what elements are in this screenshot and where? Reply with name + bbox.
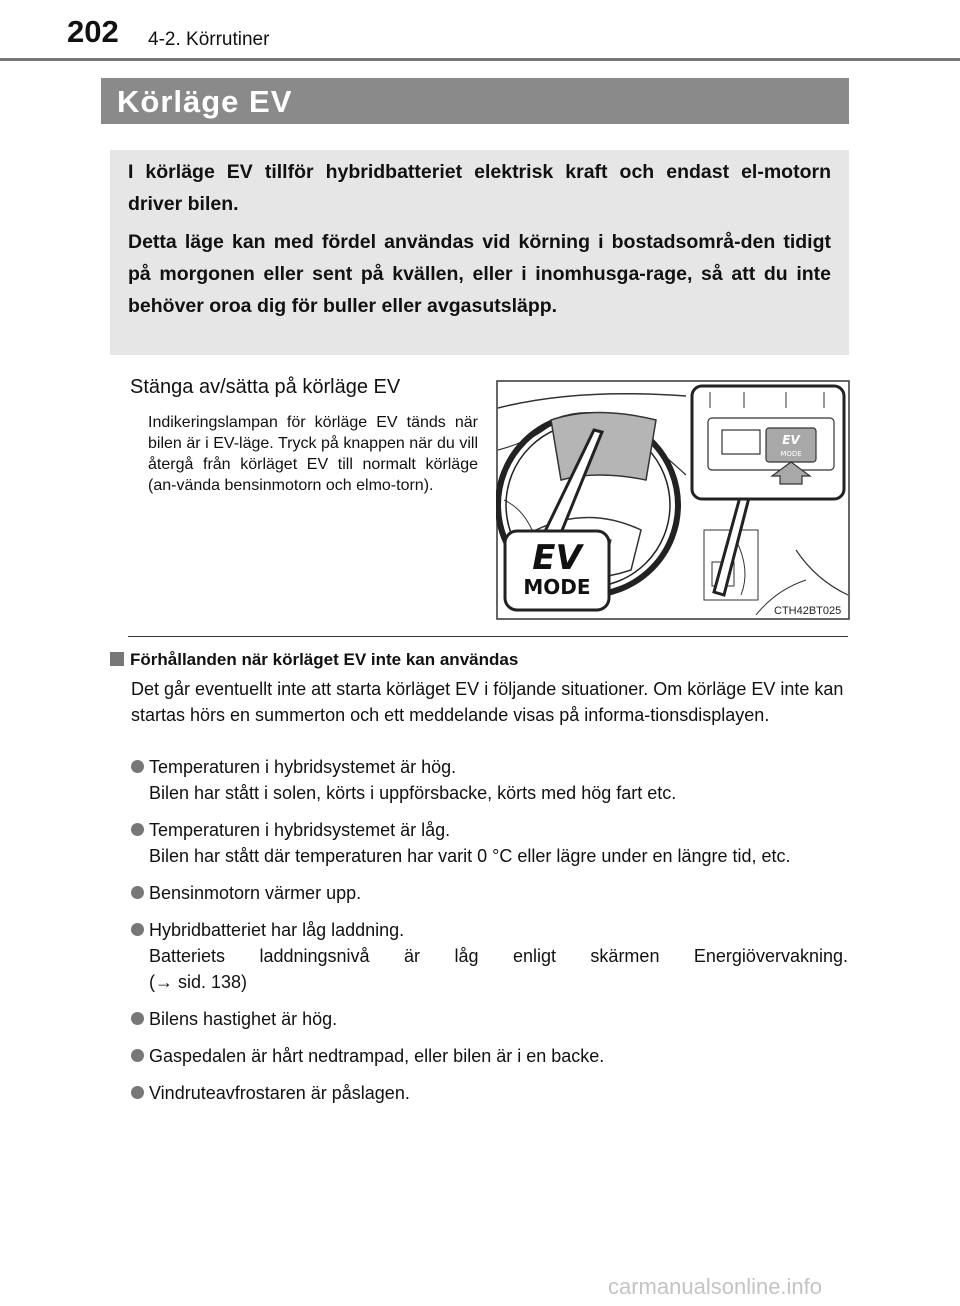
list-item-title: Temperaturen i hybridsystemet är hög. xyxy=(149,757,457,777)
list-item-title: Hybridbatteriet har låg laddning. xyxy=(149,920,405,940)
dashboard-drawing xyxy=(496,380,850,620)
list-item xyxy=(131,917,848,995)
list-item-detail: Batteriets laddningsnivå är låg enligt skärmen Energiövervakning. xyxy=(149,946,848,966)
chapter-title-bar xyxy=(101,78,849,124)
list-item-title: Bensinmotorn värmer upp. xyxy=(149,883,362,903)
watermark: carmanualsonline.info xyxy=(608,1274,823,1299)
list-item xyxy=(131,1043,848,1069)
conditions-list xyxy=(131,754,848,1117)
intro-paragraph-2: Detta läge kan med fördel användas vid körning i bostadsområ-den tidigt på morgonen eller sent på kvällen, eller i inomhusga-rage, så att du inte behöver oroa dig för buller eller avgasutsläpp. xyxy=(128,231,831,317)
conditions-heading-text: Förhållanden när körläget EV inte kan användas xyxy=(130,650,519,669)
bullet-icon xyxy=(131,1012,144,1025)
mode-label: MODE xyxy=(523,575,591,599)
list-item-detail: Bilen har stått i solen, körts i uppförsbacke, körts med hög fart etc. xyxy=(149,783,677,803)
list-item-title: Bilens hastighet är hög. xyxy=(149,1009,338,1029)
intro-text xyxy=(128,156,831,328)
bullet-icon xyxy=(131,760,144,773)
conditions-heading xyxy=(110,650,518,670)
list-item xyxy=(131,754,848,806)
page-number: 202 xyxy=(67,14,119,49)
chapter-title: Körläge EV xyxy=(117,84,293,119)
small-mode-label: MODE xyxy=(780,450,802,458)
bullet-icon xyxy=(131,1049,144,1062)
small-ev-label: EV xyxy=(782,433,800,447)
operation-description: Indikeringslampan för körläge EV tänds när bilen är i EV-läge. Tryck på knappen när du vill återgå från körläget EV till normalt körläge (an-vända bensinmotorn och elmo-torn). xyxy=(148,414,478,494)
list-item xyxy=(131,817,848,869)
ev-mode-illustration xyxy=(496,380,850,620)
page-reference: (→ sid. 138) xyxy=(149,972,248,992)
header-divider xyxy=(0,58,960,61)
conditions-intro: Det går eventuellt inte att starta körläget EV i följande situationer. Om körläge EV inte kan startas hörs en summerton och ett meddelande visas på informa-tionsdisplayen. xyxy=(131,679,844,725)
intro-paragraph-1: I körläge EV tillför hybridbatteriet elektrisk kraft och endast el-motorn driver bilen. xyxy=(128,161,831,215)
list-item-title: Temperaturen i hybridsystemet är låg. xyxy=(149,820,451,840)
bullet-icon xyxy=(131,1086,144,1099)
bullet-icon xyxy=(131,823,144,836)
list-item xyxy=(131,1006,848,1032)
list-item-title: Gaspedalen är hårt nedtrampad, eller bilen är i en backe. xyxy=(149,1046,605,1066)
list-item xyxy=(131,1080,848,1106)
operation-heading: Stänga av/sätta på körläge EV xyxy=(130,376,401,398)
illustration-code: CTH42BT025 xyxy=(774,605,842,617)
section-divider xyxy=(128,636,848,637)
section-title: 4-2. Körrutiner xyxy=(148,29,270,50)
list-item xyxy=(131,880,848,906)
list-item-title: Vindruteavfrostaren är påslagen. xyxy=(149,1083,410,1103)
bullet-icon xyxy=(131,923,144,936)
bullet-icon xyxy=(131,886,144,899)
ev-label: EV xyxy=(532,538,582,578)
intro-box xyxy=(110,150,849,355)
square-bullet-icon xyxy=(110,652,124,666)
list-item-detail: Bilen har stått där temperaturen har varit 0 °C eller lägre under en längre tid, etc. xyxy=(149,846,791,866)
